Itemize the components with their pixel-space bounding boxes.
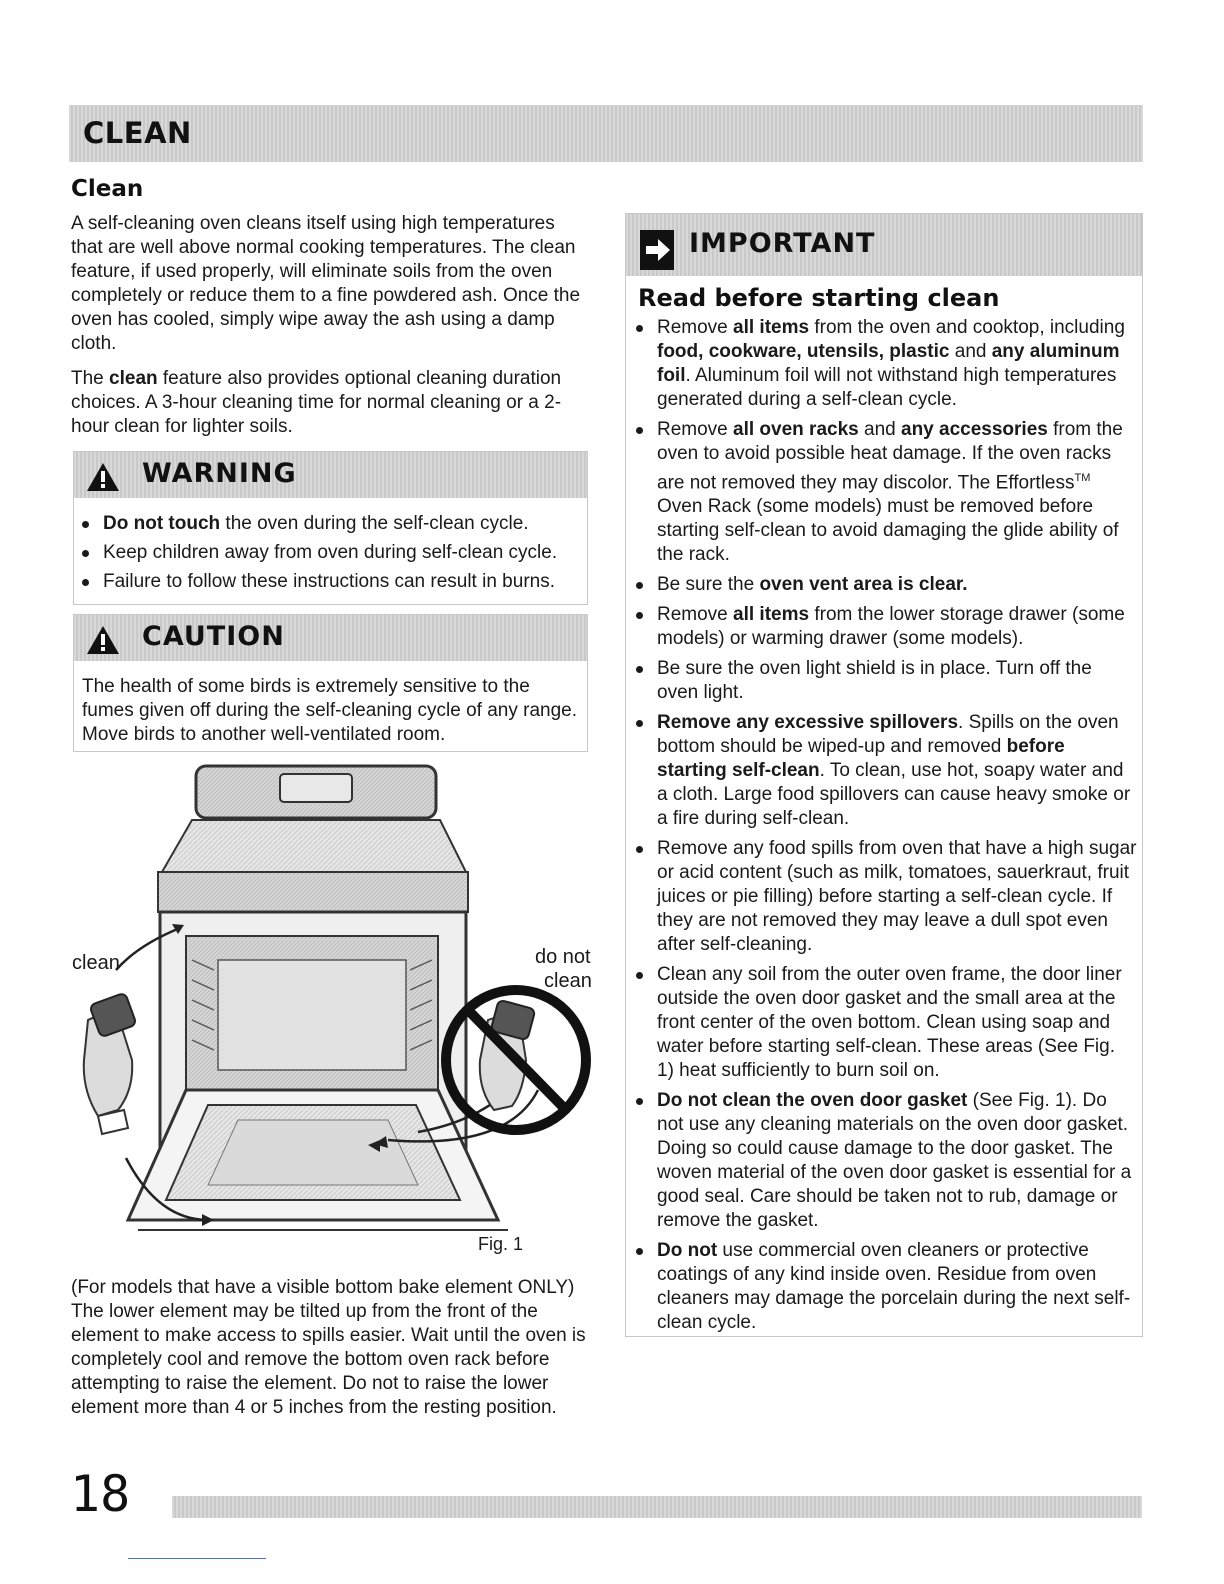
list-item: Keep children away from oven during self-clean cycle. xyxy=(103,541,583,565)
trademark: TM xyxy=(1074,472,1091,484)
bold-run: Remove any excessive spillovers xyxy=(657,712,959,734)
text-run: and xyxy=(858,419,901,440)
do-not-clean-label: clean xyxy=(544,970,592,992)
bold-run: food, cookware, utensils, plastic xyxy=(657,341,950,362)
page-number: 18 xyxy=(70,1465,131,1523)
list-item xyxy=(657,1089,1137,1233)
list-item xyxy=(657,1239,1137,1335)
text-run: from the lower storage drawer (some models) or warming drawer (some models). xyxy=(657,604,1125,650)
text-run: feature also provides optional cleaning duration choices. A 3-hour cleaning time for normal cleaning or a 2-hour clean for lighter soils. xyxy=(71,368,562,437)
arrow-right-icon xyxy=(640,230,674,270)
figure-caption: Fig. 1 xyxy=(478,1234,524,1254)
bold-run: Do not xyxy=(657,1240,718,1262)
list-item xyxy=(657,316,1137,412)
warning-title: WARNING xyxy=(142,458,297,489)
text-run: Remove xyxy=(657,317,734,338)
list-item xyxy=(657,603,1137,651)
list-item xyxy=(657,711,1137,831)
page-heading: Clean xyxy=(71,176,144,202)
warning-box xyxy=(73,451,588,605)
caution-text: The health of some birds is extremely sensitive to the fumes given off during the self-cleaning cycle of any range. Move birds to another well-ventilated room. xyxy=(82,676,577,745)
text-run: (See Fig. 1). Do not use any cleaning materials on the oven door gasket. Doing so could cause damage to the door gasket. The woven material of the oven door gasket is essential for a good seal. Care should be taken not to rub, damage or remove the gasket. xyxy=(657,1090,1132,1232)
caution-title: CAUTION xyxy=(142,621,285,652)
bottom-element-paragraph: (For models that have a visible bottom bake element ONLY) The lower element may be tilted up from the front of the element to make access to spills easier. Wait until the oven is completely cool and remove the bottom oven rack before attempting to raise the element. Do not to raise the lower element more than 4 or 5 inches from the resting position. xyxy=(71,1277,586,1418)
bold-run: any accessories xyxy=(901,419,1048,440)
bold-run: oven vent area is clear. xyxy=(759,574,968,596)
text-run: . To clean, use hot, soapy water and a cloth. Large food spillovers can cause heavy smoke or a fire during self-clean. xyxy=(657,760,1131,830)
bold-run: before starting self-clean xyxy=(657,736,1065,782)
important-title: IMPORTANT xyxy=(689,228,876,259)
bold-run: clean xyxy=(109,368,158,389)
section-banner xyxy=(69,105,1143,162)
caution-header xyxy=(74,615,587,661)
text-run: and xyxy=(949,341,992,362)
text-run: Oven Rack (some models) must be removed before starting self-clean to avoid damaging the glide ability of the rack. xyxy=(657,496,1119,566)
oven-illustration xyxy=(68,760,592,1260)
text-run: The xyxy=(71,368,110,389)
text-run: Be sure the xyxy=(657,574,760,596)
warning-triangle-icon xyxy=(86,462,120,492)
do-not-label: do not xyxy=(535,946,591,968)
list-item: Be sure the oven light shield is in place. Turn off the oven light. xyxy=(657,657,1137,705)
list-item: Clean any soil from the outer oven frame, the door liner outside the oven door gasket and the small area at the front center of the oven bottom. Clean using soap and water before starting self-clean. These areas (See Fig. 1) heat sufficiently to burn soil on. xyxy=(657,963,1137,1083)
text-run: Remove xyxy=(657,419,734,440)
section-title: CLEAN xyxy=(83,116,192,150)
bold-run: all items xyxy=(733,604,810,626)
footer-rule xyxy=(172,1496,1142,1518)
important-box xyxy=(625,213,1143,1337)
warning-list xyxy=(103,512,583,599)
list-item xyxy=(103,512,583,536)
important-list xyxy=(657,316,1137,1341)
caution-triangle-icon xyxy=(86,625,120,655)
text-run: from the oven to avoid possible heat damage. If the oven racks are not removed they may discolor. The Effortless xyxy=(657,419,1123,494)
bold-run: Do not clean the oven door gasket xyxy=(657,1090,968,1112)
list-item: Remove any food spills from oven that have a high sugar or acid content (such as milk, tomatoes, sauerkraut, fruit juices or pie filling) before starting a self-clean cycle. If they are not removed they may leave a dull spot even after self-cleaning. xyxy=(657,838,1137,956)
text-run: . Aluminum foil will not withstand high temperatures generated during a self-clean cycle. xyxy=(657,365,1117,410)
list-item xyxy=(657,418,1137,567)
divider xyxy=(128,1558,266,1559)
bold-run: any aluminum foil xyxy=(657,341,1120,386)
important-header xyxy=(626,214,1142,276)
intro-paragraph: A self-cleaning oven cleans itself using high temperatures that are well above normal cooking temperatures. The clean feature, if used properly, will eliminate soils from the oven completely or reduce them to a fine powdered ash. Once the oven has cooled, simply wipe away the ash using a damp cloth. xyxy=(71,213,581,354)
warning-header xyxy=(74,452,587,498)
list-item xyxy=(657,573,1137,597)
oven-figure xyxy=(68,760,592,1260)
important-subtitle: Read before starting clean xyxy=(638,284,1000,312)
text-run: from the oven and cooktop, including xyxy=(809,317,1125,338)
text-run: . Spills on the oven bottom should be wiped-up and removed xyxy=(657,712,1119,758)
clean-label: clean xyxy=(72,952,120,974)
bold-run: Do not touch xyxy=(103,513,221,534)
bold-run: all oven racks xyxy=(733,419,859,440)
clean-feature-paragraph xyxy=(71,367,586,439)
bold-run: all items xyxy=(733,317,810,338)
text-run: the oven during the self-clean cycle. xyxy=(220,513,529,534)
text-run: use commercial oven cleaners or protective coatings of any kind inside oven. Residue from oven cleaners may damage the porcelain during the next self-clean cycle. xyxy=(657,1240,1131,1334)
list-item: Failure to follow these instructions can result in burns. xyxy=(103,570,583,594)
caution-box xyxy=(73,614,588,752)
text-run: Remove xyxy=(657,604,734,626)
